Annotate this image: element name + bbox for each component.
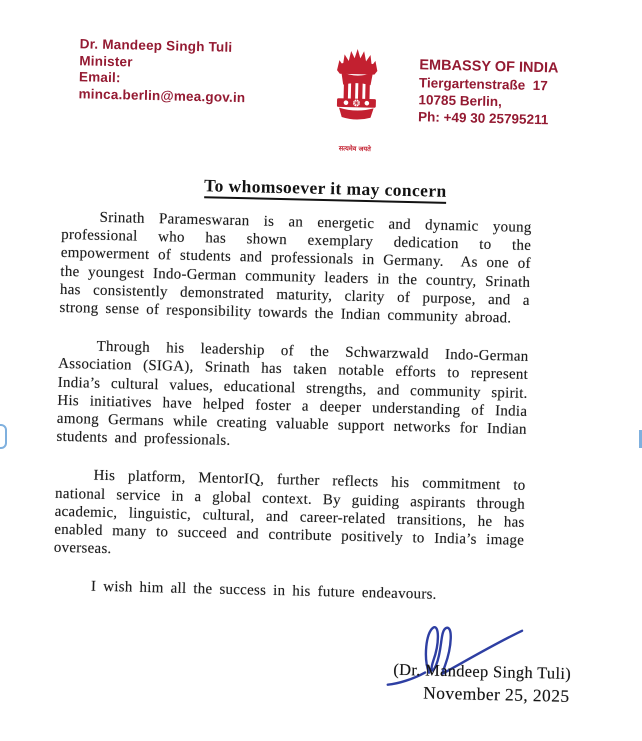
letter-title-row (4, 170, 642, 206)
letter-date: November 25, 2025 (423, 682, 570, 706)
letterhead (77, 36, 591, 158)
sender-title: Minister (79, 52, 133, 69)
sender-name: Dr. Mandeep Singh Tuli (79, 36, 233, 55)
letter-content (0, 35, 642, 741)
emblem-block (300, 47, 412, 154)
embassy-address-line2: 10785 Berlin, (418, 92, 502, 110)
letter-title: To whomsoever it may concern (204, 175, 447, 204)
paragraph-3: His platform, MentorIQ, further reflects his commitment to national service in a global context. By guiding aspirants through academic, linguistic, cultural, and career-related transitions, he has enabled many to succeed and contribute positively to India’s image overseas. (53, 468, 526, 558)
paragraph-2: Through his leadership of the Schwarzwald Indo-German Association (SIGA), Srinath has taken notable efforts to represent India’s cultural values, educational strengths, and community spirit. His initiatives have helped foster a deeper understanding of India among Germans while creating valuable support networks for Indian students and professionals. (56, 338, 529, 450)
emblem-base (338, 108, 373, 120)
paragraph-1: Srinath Parameswaran is an energetic and dynamic young professional who has shown exemplary dedication to the empowerment of students and professionals in Germany. As one of the youngest Indo-German community leaders in the country, Srinath has consistently demonstrated maturity, clarity of purpose, and a strong sense of responsibility towards the Indian community abroad. (59, 209, 532, 327)
india-emblem-icon (319, 48, 393, 144)
embassy-phone: Ph: +49 30 25795211 (417, 109, 549, 128)
signature-block (0, 600, 636, 733)
signatory-name: (Dr. Mandeep Singh Tuli) (393, 659, 572, 683)
sender-block (77, 36, 295, 151)
embassy-block (417, 57, 591, 158)
scan-artifact-left-bracket (0, 424, 7, 449)
embassy-address-line1: Tiergartenstraße 17 (418, 75, 548, 94)
embassy-name: EMBASSY OF INDIA (419, 57, 559, 77)
letter-body (53, 208, 532, 607)
emblem-motto: सत्यमेव जयते (338, 144, 372, 154)
closing-line: I wish him all the success in his future endeavours. (90, 579, 437, 604)
sender-email-label: Email: (78, 69, 121, 86)
sender-email: minca.berlin@mea.gov.in (78, 85, 246, 105)
